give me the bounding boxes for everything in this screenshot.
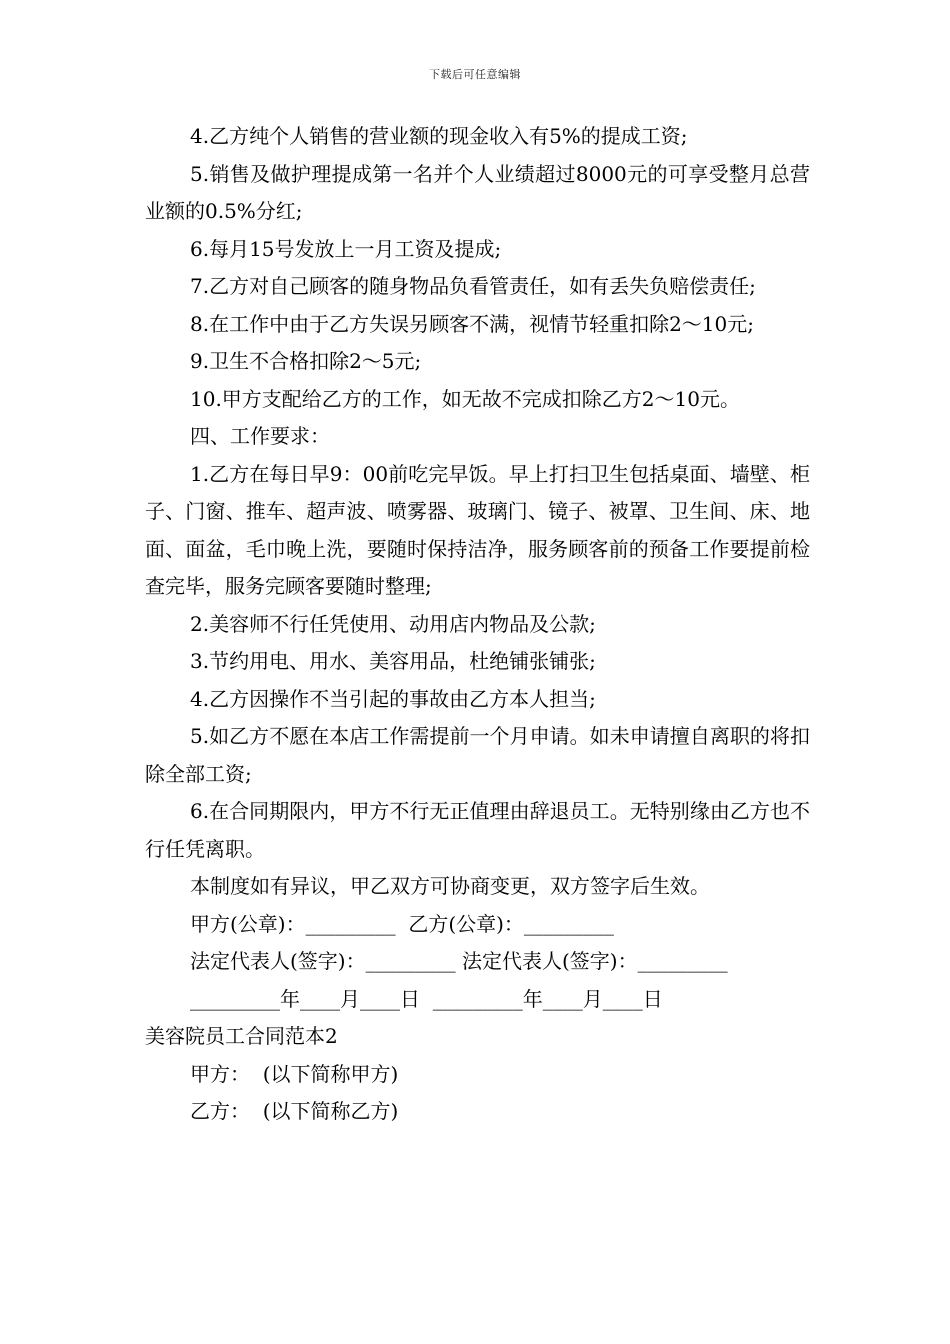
party-b-line: 乙方： (以下简称乙方) <box>190 1099 399 1123</box>
paragraph-payday: 6.每月15号发放上一月工资及提成; <box>190 236 502 261</box>
paragraph-conservation: 3.节约用电、用水、美容用品，杜绝铺张铺张; <box>190 649 596 673</box>
paragraph-resignation-notice: 5.如乙方不愿在本店工作需提前一个月申请。如未申请擅自离职的将扣除全部工资; <box>145 724 810 786</box>
paragraph-task-deduction: 10.甲方支配给乙方的工作，如无故不完成扣除乙方2～10元。 <box>190 386 740 411</box>
document-body <box>145 118 810 1131</box>
party-a-line: 甲方： (以下简称甲方) <box>190 1061 399 1086</box>
signature-date-line: _________年____月____日 _________年____月____日 <box>190 986 663 1011</box>
paragraph-accident-liability: 4.乙方因操作不当引起的事故由乙方本人担当; <box>190 686 596 711</box>
paragraph-customer-belongings: 7.乙方对自己顾客的随身物品负看管责任，如有丢失负赔偿责任; <box>190 274 756 298</box>
paragraph-mistake-deduction: 8.在工作中由于乙方失误另顾客不满，视情节轻重扣除2～10元; <box>190 311 754 336</box>
paragraph-bonus: 5.销售及做护理提成第一名并个人业绩超过8000元的可享受整月总营业额的0.5%分红; <box>145 161 810 223</box>
paragraph-amendment: 本制度如有异议，甲乙双方可协商变更，双方签字后生效。 <box>190 874 710 898</box>
paragraph-commission: 4.乙方纯个人销售的营业额的现金收入有5%的提成工资; <box>190 124 688 148</box>
paragraph-hygiene-deduction: 9.卫生不合格扣除2～5元; <box>190 349 422 373</box>
page-header: 下载后可任意编辑 <box>429 68 521 81</box>
paragraph-property-use: 2.美容师不行任凭使用、动用店内物品及公款; <box>190 611 596 636</box>
signature-representative-line: 法定代表人(签字)：_________ 法定代表人(签字)：_________ <box>190 949 728 973</box>
section-heading-work-requirements: 四、工作要求： <box>190 424 330 448</box>
paragraph-daily-cleaning: 1.乙方在每日早9：00前吃完早饭。早上打扫卫生包括桌面、墙壁、柜子、门窗、推车、超声波、喷雾器、玻璃门、镜子、被罩、卫生间、床、地面、面盆，毛巾晚上洗，要随时保持洁净，服务顾客前的预备工作要提前检查完毕，服务完顾客要随时整理; <box>145 461 810 598</box>
paragraph-contract-term: 6.在合同期限内，甲方不行无正值理由辞退员工。无特别缘由乙方也不行任凭离职。 <box>145 799 810 861</box>
section-title: 美容院员工合同范本2 <box>145 1024 338 1048</box>
signature-seal-line: 甲方(公章)：_________ 乙方(公章)：_________ <box>190 911 614 936</box>
